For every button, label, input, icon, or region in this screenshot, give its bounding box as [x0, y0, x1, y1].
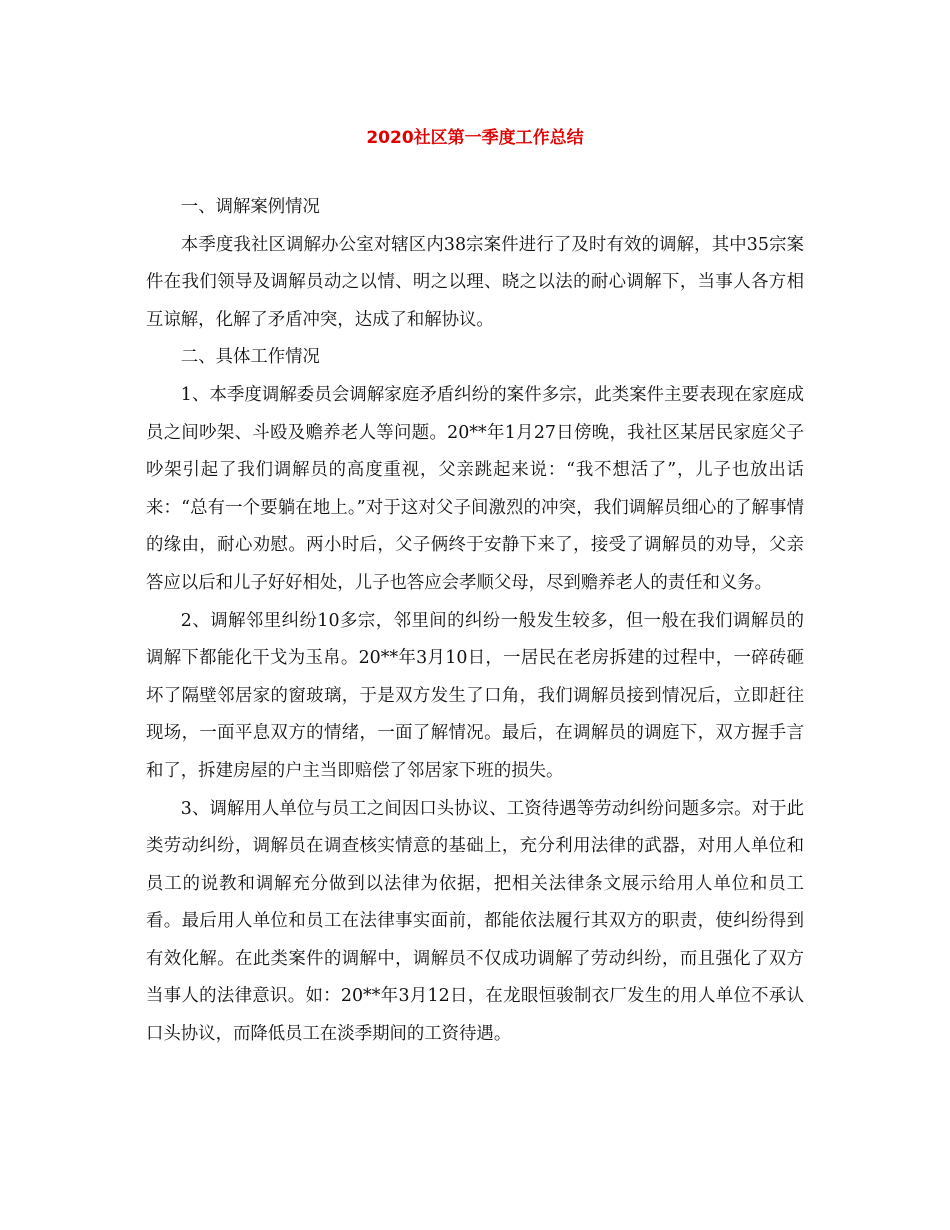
section-heading-2: 二、具体工作情况	[180, 347, 320, 368]
document-body	[146, 189, 804, 1054]
section-2-paragraph-3: 3、调解用人单位与员工之间因口头协议、工资待遇等劳动纠纷问题多宗。对于此类劳动纠纷，调解员在调查核实情意的基础上，充分利用法律的武器，对用人单位和员工的说教和调解充分做到以法律为依据，把相关法律条文展示给用人单位和员工看。最后用人单位和员工在法律事实面前，都能依法履行其双方的职责，使纠纷得到有效化解。在此类案件的调解中，调解员不仅成功调解了劳动纠纷，而且强化了双方当事人的法律意识。如：20**年3月12日，在龙眼恒骏制衣厂发生的用人单位不承认口头协议，而降低员工在淡季期间的工资待遇。	[146, 798, 804, 1045]
section-2-paragraph-2: 2、调解邻里纠纷10多宗，邻里间的纠纷一般发生较多，但一般在我们调解员的调解下都能化干戈为玉帛。20**年3月10日，一居民在老房拆建的过程中，一碎砖砸坏了隔壁邻居家的窗玻璃，于是双方发生了口角，我们调解员接到情况后，立即赶往现场，一面平息双方的情绪，一面了解情况。最后，在调解员的调庭下，双方握手言和了，拆建房屋的户主当即赔偿了邻居家下班的损失。	[146, 610, 804, 781]
section-heading-1: 一、调解案例情况	[180, 197, 320, 217]
document-title: 2020社区第一季度工作总结	[366, 128, 584, 148]
section-1-paragraph-1: 本季度我社区调解办公室对辖区内38宗案件进行了及时有效的调解，其中35宗案件在我们领导及调解员动之以情、明之以理、晓之以法的耐心调解下，当事人各方相互谅解，化解了矛盾冲突，达成了和解协议。	[146, 234, 804, 330]
section-2-paragraph-1: 1、本季度调解委员会调解家庭矛盾纠纷的案件多宗，此类案件主要表现在家庭成员之间吵架、斗殴及赡养老人等问题。20**年1月27日傍晚，我社区某居民家庭父子吵架引起了我们调解员的高度重视，父亲跳起来说：“我不想活了”，儿子也放出话来：“总有一个要躺在地上。”对于这对父子间激烈的冲突，我们调解员细心的了解事情的缘由，耐心劝慰。两小时后，父子俩终于安静下来了，接受了调解员的劝导，父亲答应以后和儿子好好相处，儿子也答应会孝顺父母，尽到赡养老人的责任和义务。	[146, 384, 804, 593]
